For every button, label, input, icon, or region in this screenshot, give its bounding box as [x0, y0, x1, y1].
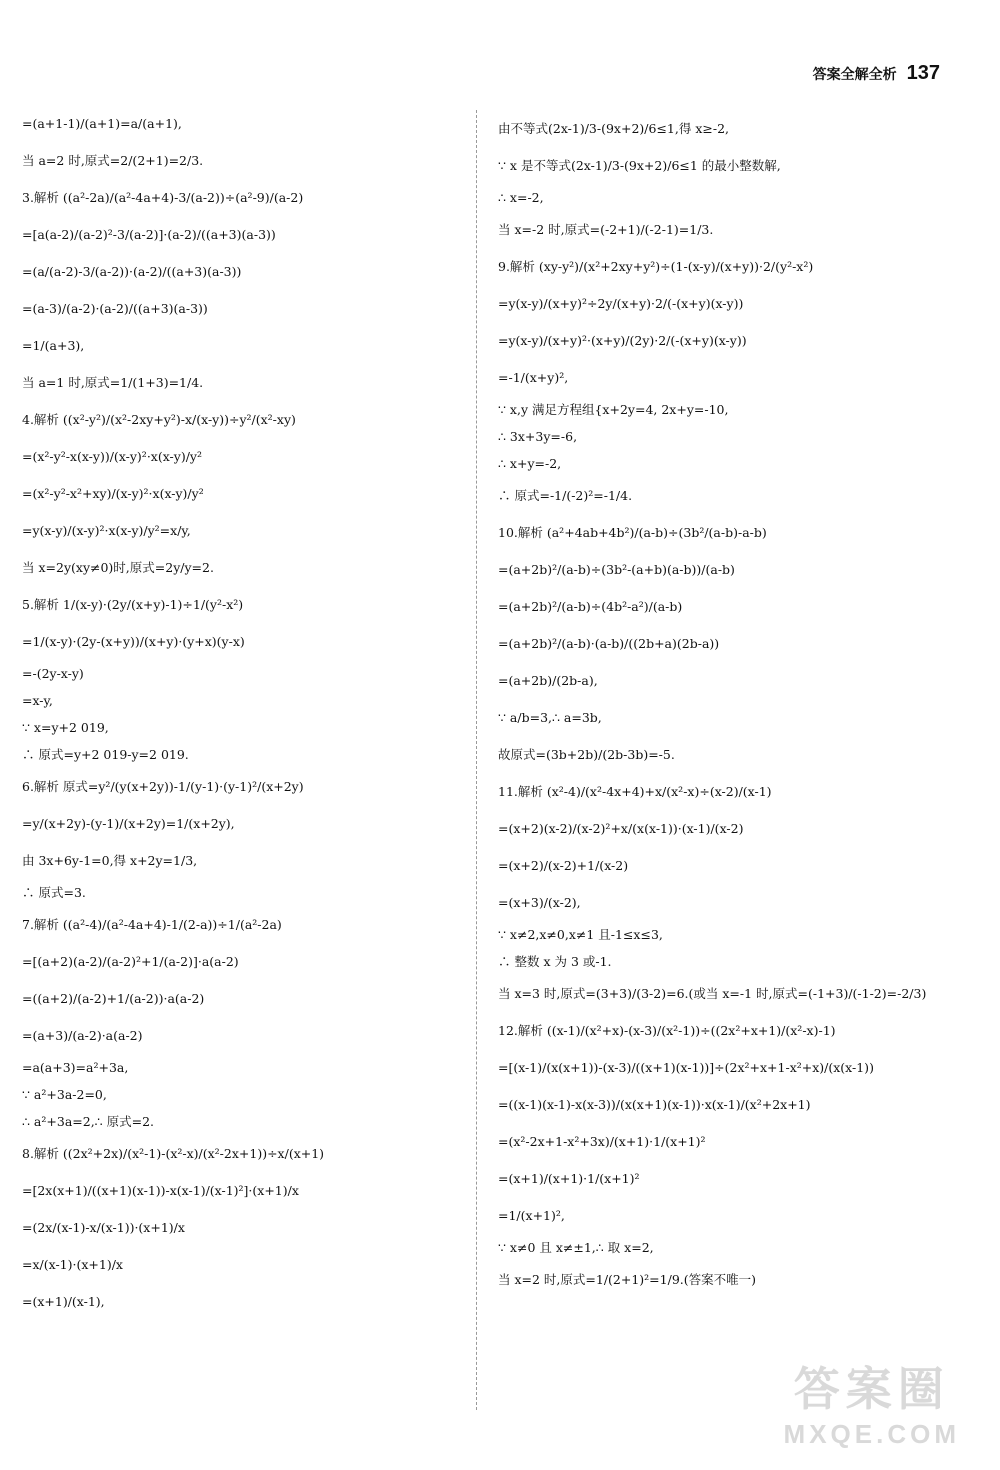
solution-line: 当 a=1 时,原式=1/(1+3)=1/4. [22, 375, 204, 390]
solution-line: =(a+3)/(a-2)·a(a-2) [22, 1028, 143, 1043]
solution-line: =(a+2b)²/(a-b)÷(3b²-(a+b)(a-b))/(a-b) [498, 562, 735, 577]
column-divider [476, 110, 477, 1410]
solution-line: 当 x=2y(xy≠0)时,原式=2y/y=2. [22, 560, 214, 575]
solution-line: ∴ 原式=3. [22, 885, 86, 900]
solution-line: =(a-3)/(a-2)·(a-2)/((a+3)(a-3)) [22, 301, 208, 316]
solution-line: 当 x=3 时,原式=(3+3)/(3-2)=6.(或当 x=-1 时,原式=(-1+3)/(-1-2)=-2/3) [498, 986, 927, 1001]
solution-line: =1/(x+1)², [498, 1208, 565, 1223]
solution-line: ∴ 整数 x 为 3 或-1. [498, 954, 612, 969]
solution-line: =[(x-1)/(x(x+1))-(x-3)/((x+1)(x-1))]÷(2x²+x+1-x²+x)/(x(x-1)) [498, 1060, 874, 1075]
solution-line: =[a(a-2)/(a-2)²-3/(a-2)]·(a-2)/((a+3)(a-3)) [22, 227, 276, 242]
solution-line: 由不等式(2x-1)/3-(9x+2)/6≤1,得 x≥-2, [498, 121, 729, 136]
solution-line: =-(2y-x-y) [22, 666, 84, 681]
solution-line: =y/(x+2y)-(y-1)/(x+2y)=1/(x+2y), [22, 816, 235, 831]
solution-line: 当 x=-2 时,原式=(-2+1)/(-2-1)=1/3. [498, 222, 714, 237]
solution-line: ∵ x≠0 且 x≠±1,∴ 取 x=2, [498, 1240, 654, 1255]
watermark [784, 1353, 960, 1450]
left-column [22, 105, 442, 1320]
solution-line: =1/(x-y)·(2y-(x+y))/(x+y)·(y+x)(y-x) [22, 634, 245, 649]
solution-line: =(x²-2x+1-x²+3x)/(x+1)·1/(x+1)² [498, 1134, 706, 1149]
solution-line: ∵ x≠2,x≠0,x≠1 且-1≤x≤3, [498, 927, 663, 942]
solution-line: =(x+1)/(x+1)·1/(x+1)² [498, 1171, 640, 1186]
solution-line: =(2x/(x-1)-x/(x-1))·(x+1)/x [22, 1220, 185, 1235]
solution-line: ∵ x,y 满足方程组{x+2y=4, 2x+y=-10, [498, 402, 729, 417]
watermark-logo-text: 答案圈 [793, 1363, 950, 1415]
solution-line: =(x+2)/(x-2)+1/(x-2) [498, 858, 629, 873]
watermark-url: MXQE.COM [783, 1419, 960, 1449]
solution-line: 12.解析 ((x-1)/(x²+x)-(x-3)/(x²-1))÷((2x²+x+1)/(x²-x)-1) [498, 1023, 836, 1038]
solution-line: =((x-1)(x-1)-x(x-3))/(x(x+1)(x-1))·x(x-1)/(x²+2x+1) [498, 1097, 811, 1112]
solution-line: =y(x-y)/(x+y)²÷2y/(x+y)·2/(-(x+y)(x-y)) [498, 296, 744, 311]
page-number: 137 [906, 62, 940, 84]
solution-line: =y(x-y)/(x+y)²·(x+y)/(2y)·2/(-(x+y)(x-y)) [498, 333, 747, 348]
solution-line: ∴ a²+3a=2,∴ 原式=2. [22, 1114, 154, 1129]
solution-line: =a(a+3)=a²+3a, [22, 1060, 129, 1075]
solution-line: =(x+1)/(x-1), [22, 1294, 105, 1309]
solution-line: 由 3x+6y-1=0,得 x+2y=1/3, [22, 853, 198, 868]
solution-line: =[2x(x+1)/((x+1)(x-1))-x(x-1)/(x-1)²]·(x+1)/x [22, 1183, 299, 1198]
solution-line: 4.解析 ((x²-y²)/(x²-2xy+y²)-x/(x-y))÷y²/(x²-xy) [22, 412, 296, 427]
solution-line: =(x²-y²-x²+xy)/(x-y)²·x(x-y)/y² [22, 486, 204, 501]
solution-line: =(a+2b)/(2b-a), [498, 673, 598, 688]
solution-line: =-1/(x+y)², [498, 370, 569, 385]
solution-line: 5.解析 1/(x-y)·(2y/(x+y)-1)÷1/(y²-x²) [22, 597, 244, 612]
right-column [498, 110, 927, 1298]
solution-line: =(x+2)(x-2)/(x-2)²+x/(x(x-1))·(x-1)/(x-2) [498, 821, 744, 836]
solution-line: 8.解析 ((2x²+2x)/(x²-1)-(x²-x)/(x²-2x+1))÷x/(x+1) [22, 1146, 325, 1161]
solution-line: ∵ a²+3a-2=0, [22, 1087, 107, 1102]
solution-line: ∴ 原式=-1/(-2)²=-1/4. [498, 488, 633, 503]
solution-line: ∴ x=-2, [498, 190, 544, 205]
solution-line: ∵ a/b=3,∴ a=3b, [498, 710, 602, 725]
solution-line: 3.解析 ((a²-2a)/(a²-4a+4)-3/(a-2))÷(a²-9)/(a-2) [22, 190, 304, 205]
solution-line: 9.解析 (xy-y²)/(x²+2xy+y²)÷(1-(x-y)/(x+y))·2/(y²-x²) [498, 259, 814, 274]
solution-line: =x/(x-1)·(x+1)/x [22, 1257, 123, 1272]
solution-line: 7.解析 ((a²-4)/(a²-4a+4)-1/(2-a))÷1/(a²-2a) [22, 917, 282, 932]
solution-line: =1/(a+3), [22, 338, 85, 353]
solution-line: =(a+2b)²/(a-b)÷(4b²-a²)/(a-b) [498, 599, 683, 614]
solution-line: 当 x=2 时,原式=1/(2+1)²=1/9.(答案不唯一) [498, 1272, 756, 1287]
solution-line: 当 a=2 时,原式=2/(2+1)=2/3. [22, 153, 204, 168]
solution-line: 故原式=(3b+2b)/(2b-3b)=-5. [498, 747, 675, 762]
solution-line: ∴ x+y=-2, [498, 456, 562, 471]
solution-line: =x-y, [22, 693, 53, 708]
header-title: 答案全解全析 [812, 66, 897, 82]
solution-line: ∴ 原式=y+2 019-y=2 019. [22, 747, 189, 762]
solution-line: =(x+3)/(x-2), [498, 895, 581, 910]
solution-line: ∵ x=y+2 019, [22, 720, 109, 735]
page-header [813, 62, 940, 85]
solution-line: =y(x-y)/(x-y)²·x(x-y)/y²=x/y, [22, 523, 191, 538]
solution-line: ∴ 3x+3y=-6, [498, 429, 578, 444]
solution-line: ∵ x 是不等式(2x-1)/3-(9x+2)/6≤1 的最小整数解, [498, 158, 781, 173]
solution-line: =((a+2)/(a-2)+1/(a-2))·a(a-2) [22, 991, 205, 1006]
solution-line: 11.解析 (x²-4)/(x²-4x+4)+x/(x²-x)÷(x-2)/(x-1) [498, 784, 772, 799]
solution-line: =(a+1-1)/(a+1)=a/(a+1), [22, 116, 182, 131]
solution-line: =(a/(a-2)-3/(a-2))·(a-2)/((a+3)(a-3)) [22, 264, 242, 279]
solution-line: =(x²-y²-x(x-y))/(x-y)²·x(x-y)/y² [22, 449, 202, 464]
solution-line: =[(a+2)(a-2)/(a-2)²+1/(a-2)]·a(a-2) [22, 954, 239, 969]
solution-line: 10.解析 (a²+4ab+4b²)/(a-b)÷(3b²/(a-b)-a-b) [498, 525, 767, 540]
solution-line: 6.解析 原式=y²/(y(x+2y))-1/(y-1)·(y-1)²/(x+2y) [22, 779, 304, 794]
solution-line: =(a+2b)²/(a-b)·(a-b)/((2b+a)(2b-a)) [498, 636, 720, 651]
